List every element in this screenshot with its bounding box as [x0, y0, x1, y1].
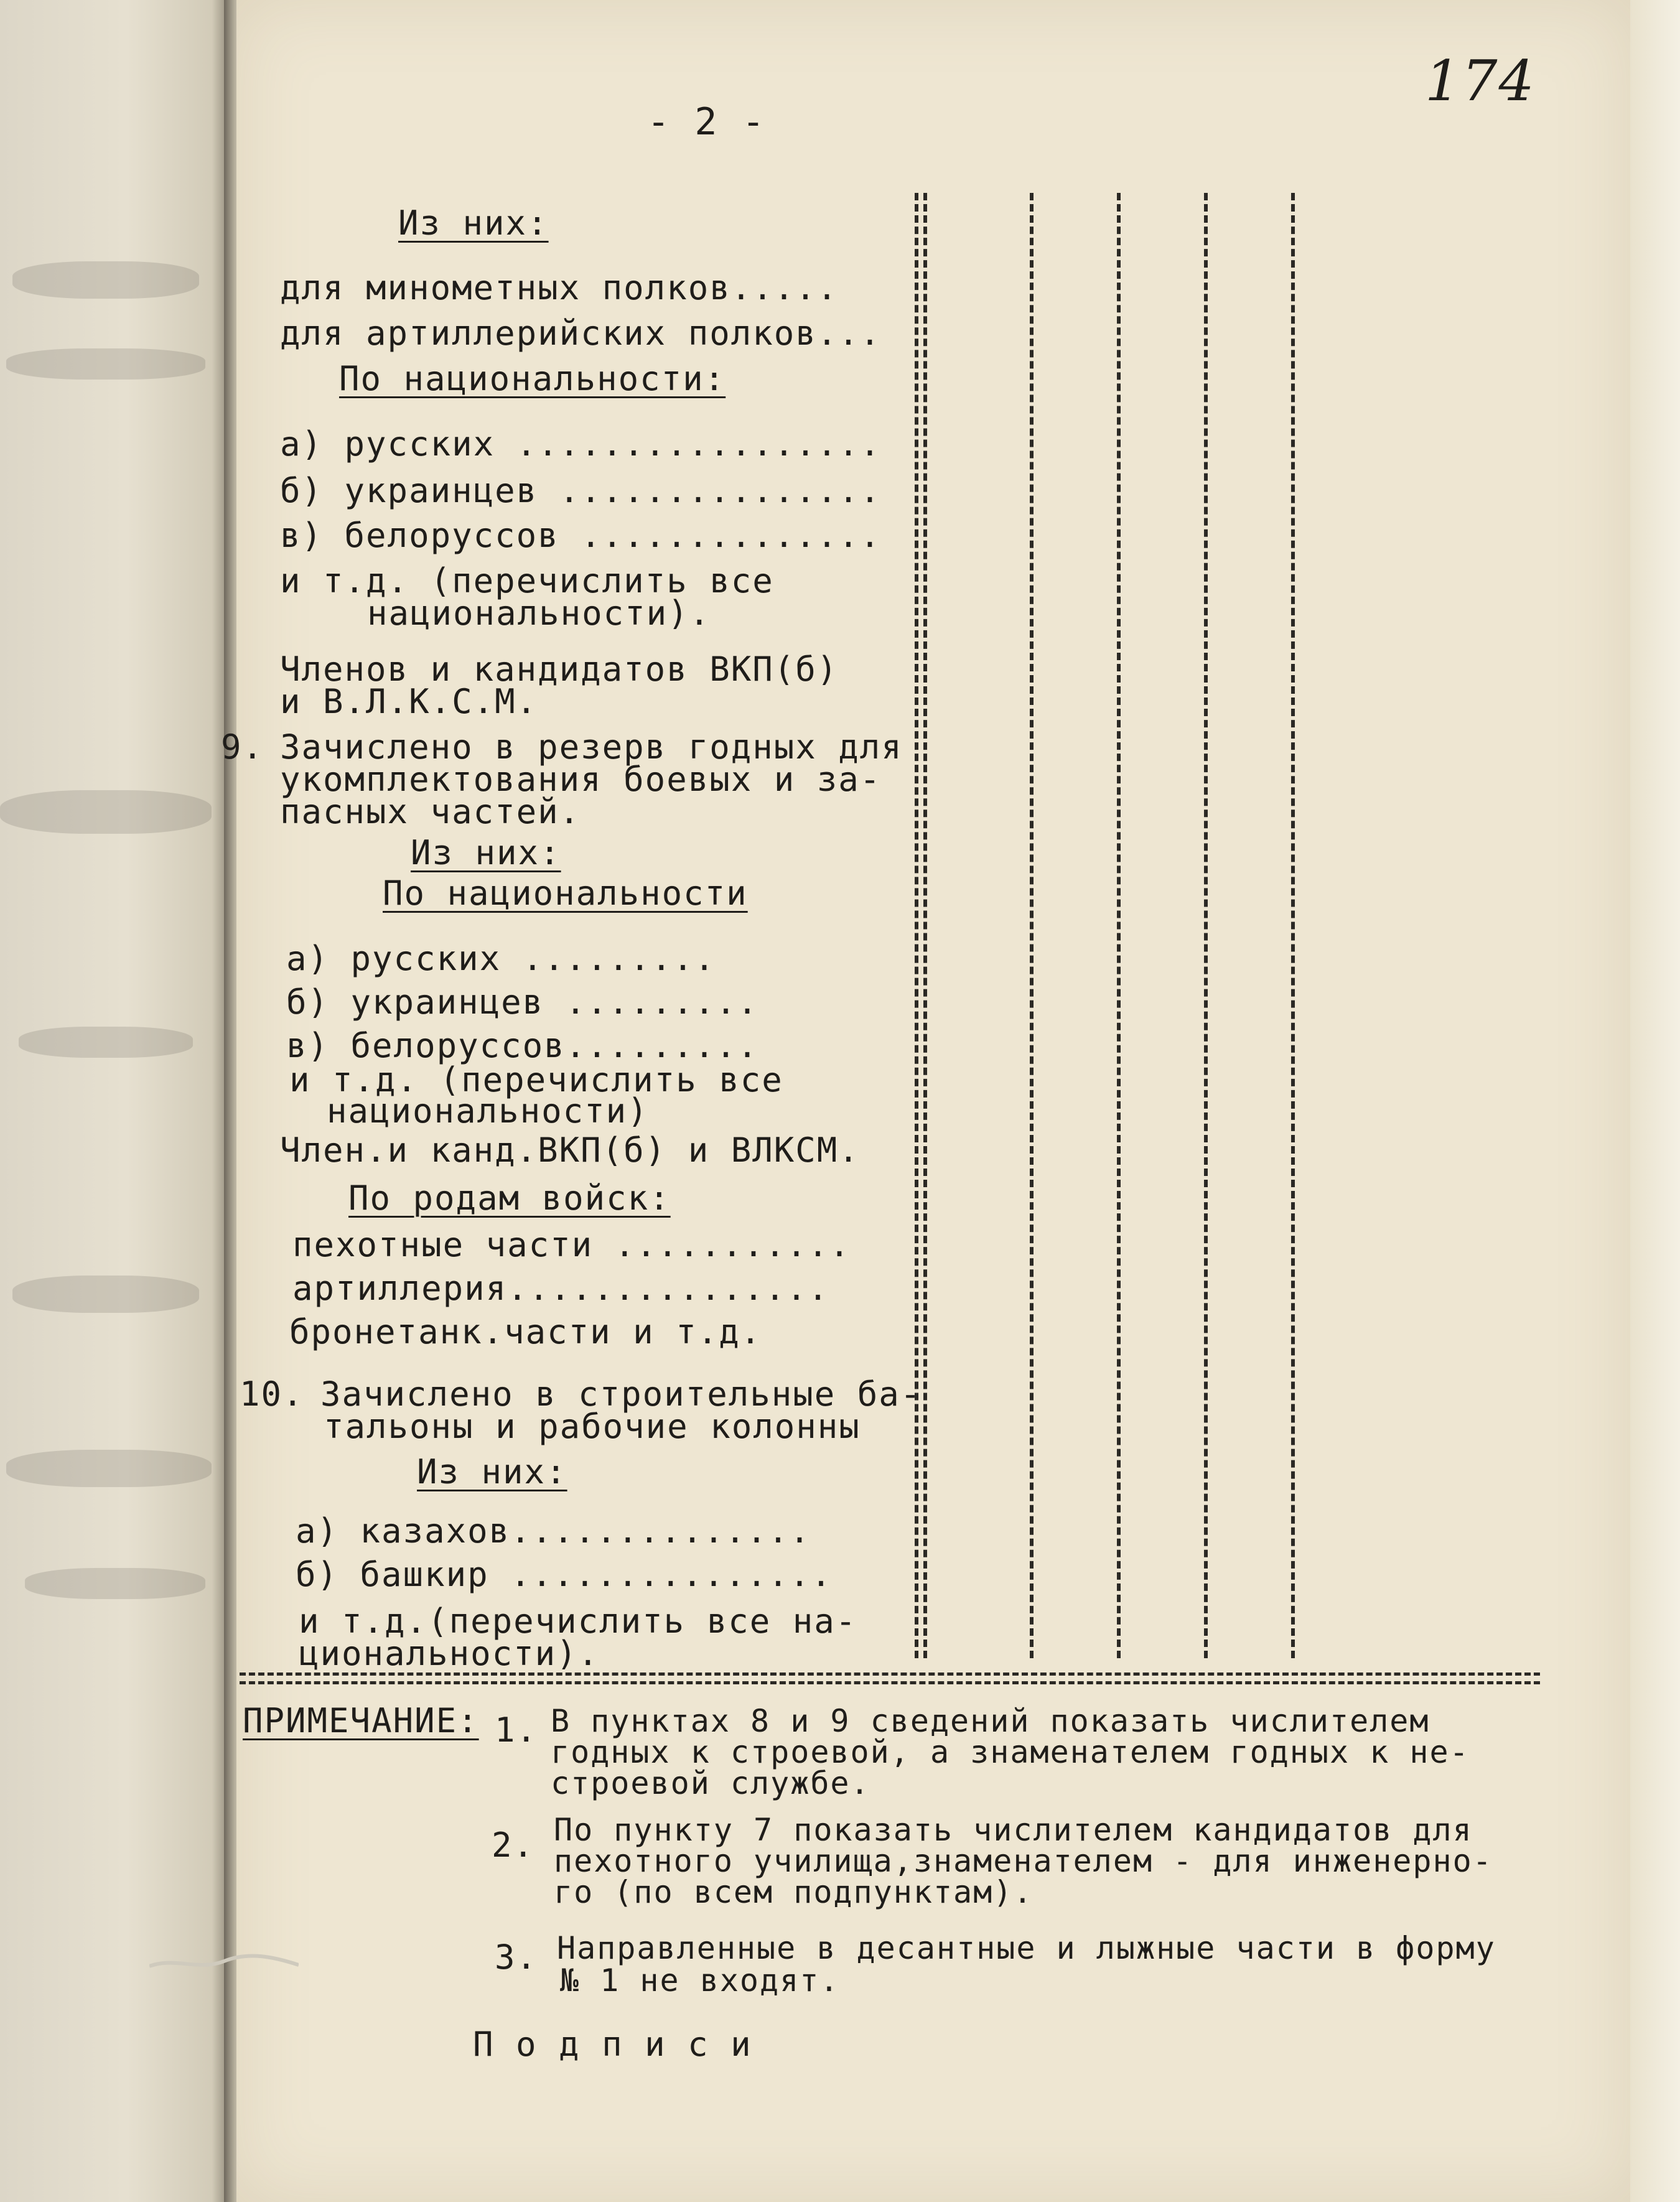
line-russians-2: а) русских .........: [286, 939, 716, 978]
subheading-iz-nih-3: Из них:: [417, 1452, 567, 1491]
line-ukrainians-2: б) украинцев .........: [286, 982, 759, 1022]
note-label: ПРИМЕЧАНИЕ:: [243, 1701, 479, 1740]
note-2-line1: По пункту 7 показать числителем кандидатов для: [554, 1812, 1473, 1848]
line-artill: для артиллерийских полков...: [280, 314, 882, 353]
table-column-divider-4: [1204, 193, 1208, 1658]
previous-page: [0, 0, 230, 2202]
note-1-line3: строевой службе.: [551, 1765, 870, 1801]
line-members-2: Член.и канд.ВКП(б) и ВЛКСМ.: [280, 1131, 860, 1170]
folio-number: 174: [1425, 49, 1536, 114]
item-10-line2: тальоны и рабочие колонны: [324, 1407, 861, 1446]
note-1-line2: годных к строевой, а знаменателем годных к не-: [551, 1734, 1470, 1770]
line-ukrainians-1: б) украинцев ...............: [280, 471, 882, 510]
note-3-line1: Направленные в десантные и лыжные части в форму: [557, 1930, 1496, 1966]
line-belarusians-1: в) белоруссов ..............: [280, 516, 882, 555]
note-3-line2: № 1 не входят.: [560, 1962, 840, 1999]
table-column-divider-2: [1030, 193, 1034, 1658]
item-9-line2: укомплектования боевых и за-: [280, 760, 882, 799]
line-artillery: артиллерия...............: [292, 1269, 829, 1308]
line-etc-1b: национальности).: [367, 594, 711, 633]
subheading-nationality-2: По национальности: [383, 874, 748, 913]
line-etc-3a: и т.д.(перечислить все на-: [299, 1602, 857, 1641]
signatures-heading: П о д п и с и: [473, 2025, 752, 2064]
subheading-iz-nih: Из них:: [398, 203, 549, 243]
line-infantry: пехотные части ...........: [292, 1225, 851, 1264]
item-9-line1: Зачислено в резерв годных для: [280, 727, 903, 767]
line-minomet: для минометных полков.....: [280, 268, 839, 307]
item-10-line1: Зачислено в строительные ба-: [320, 1374, 922, 1414]
table-bottom-rule-a: [240, 1672, 1540, 1676]
page-number: - 2 -: [647, 100, 766, 144]
binding-string: [149, 1954, 299, 1972]
page-edge: [1630, 0, 1680, 2202]
line-armor: бронетанк.части и т.д.: [289, 1312, 762, 1351]
line-russians-1: а) русских .................: [280, 424, 882, 464]
line-etc-1a: и т.д. (перечислить все: [280, 561, 774, 600]
subheading-branches: По родам войск:: [348, 1178, 671, 1218]
line-bashkirs: б) башкир ...............: [296, 1555, 833, 1594]
note-2-number: 2.: [492, 1826, 535, 1865]
table-column-divider-1: [915, 193, 918, 1658]
line-etc-2a: и т.д. (перечислить все: [289, 1060, 783, 1099]
table-column-divider-3: [1117, 193, 1121, 1658]
note-1-line1: В пунктах 8 и 9 сведений показать числителем: [551, 1703, 1430, 1739]
item-10-number: 10.: [240, 1374, 304, 1414]
note-1-number: 1.: [495, 1710, 538, 1750]
item-9-line3: пасных частей.: [280, 792, 581, 831]
line-etc-3b: циональности).: [299, 1634, 600, 1673]
line-belarusians-2: в) белоруссов.........: [286, 1026, 759, 1065]
table-column-divider-5: [1291, 193, 1295, 1658]
line-etc-2b: национальности): [327, 1091, 649, 1131]
line-kazakhs: а) казахов..............: [296, 1511, 811, 1551]
line-members-1b: и В.Л.К.С.М.: [280, 682, 538, 721]
line-members-1a: Членов и кандидатов ВКП(б): [280, 650, 839, 689]
note-3-number: 3.: [495, 1938, 538, 1977]
table-bottom-rule-b: [240, 1681, 1540, 1684]
item-9-number: 9.: [221, 727, 264, 767]
subheading-iz-nih-2: Из них:: [411, 833, 561, 872]
note-2-line3: го (по всем подпунктам).: [554, 1874, 1034, 1910]
note-2-line2: пехотного училища,знаменателем - для инженерно-: [554, 1843, 1493, 1879]
subheading-nationality: По национальности:: [339, 359, 726, 398]
